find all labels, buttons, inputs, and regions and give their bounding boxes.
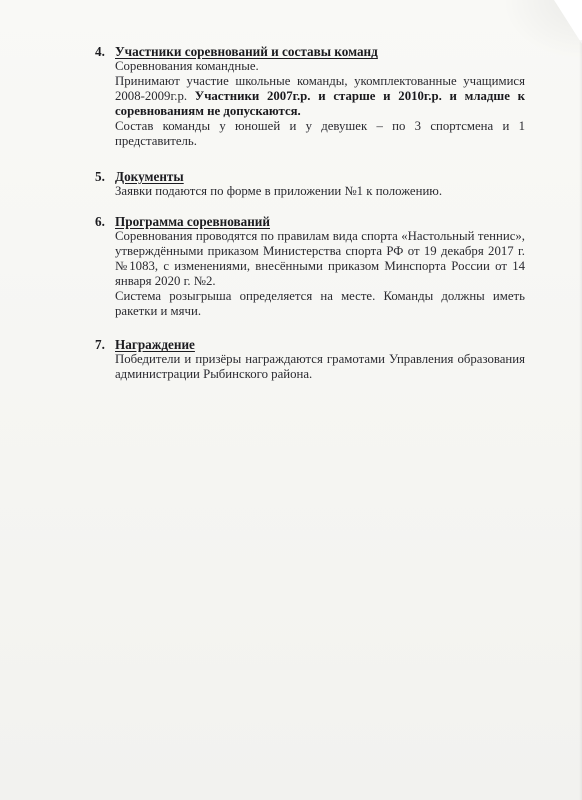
eligibility-text: Принимают участие школьные команды, укомплектованные учащимися 2008-2009г.р. — [115, 74, 525, 103]
section-number: 6. — [95, 214, 105, 229]
eligibility-restriction-text: Участники 2007г.р. и старше и 2010г.р. и младше к соревнованиям не допускаются. — [115, 89, 525, 118]
paragraph-system: Система розыгрыша определяется на месте. Команды должны иметь ракетки и мячи. — [115, 289, 525, 318]
section-title: Награждение — [115, 337, 195, 352]
section-heading — [95, 44, 525, 59]
section-title: Документы — [115, 169, 184, 184]
paragraph-team-composition: Состав команды у юношей и у девушек – по 3 спортсмена и 1 представитель. — [115, 119, 525, 148]
section-number: 5. — [95, 169, 105, 184]
section-body — [115, 59, 525, 149]
paragraph-awards: Победители и призёры награждаются грамотами Управления образования администрации Рыбинского района. — [115, 352, 525, 381]
section-number: 7. — [95, 337, 105, 352]
folded-corner — [554, 0, 582, 44]
section-title: Участники соревнований и составы команд — [115, 44, 378, 59]
section-heading — [95, 214, 525, 229]
section-program — [95, 214, 525, 319]
section-heading — [95, 337, 525, 352]
section-title: Программа соревнований — [115, 214, 270, 229]
section-body — [115, 229, 525, 319]
paragraph: Соревнования командные. — [115, 59, 259, 73]
section-participants — [95, 44, 525, 149]
section-number: 4. — [95, 44, 105, 59]
paragraph-rules: Соревнования проводятся по правилам вида спорта «Настольный теннис», утверждёнными приказом Министерства спорта РФ от 19 декабря 2017 г. №1083, с изменениями, внесёнными приказом Минспорта России от 14 января 2020 г. №2. — [115, 229, 525, 288]
section-awards — [95, 337, 525, 382]
paragraph-eligibility — [115, 74, 525, 119]
section-body — [115, 184, 525, 199]
paragraph: Заявки подаются по форме в приложении №1 к положению. — [115, 184, 443, 198]
section-heading — [95, 169, 525, 184]
section-documents — [95, 169, 525, 199]
section-body — [115, 352, 525, 382]
